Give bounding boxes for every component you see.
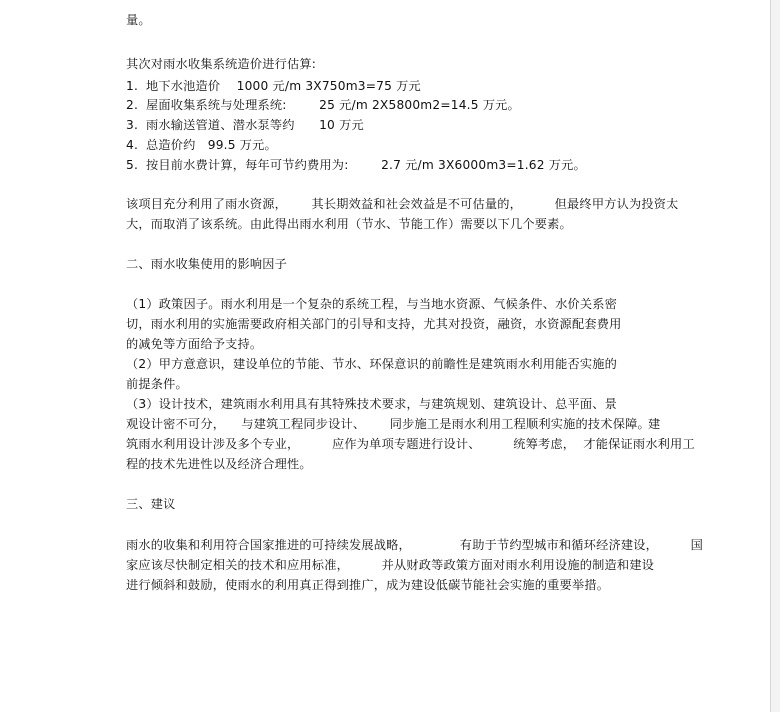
list-item-number: 4. bbox=[126, 138, 139, 152]
suggestion-line: 进行倾斜和鼓励，使雨水的利用真正得到推广，成为建设低碳节能社会实施的重要举措。 bbox=[126, 578, 610, 592]
viewer-gutter bbox=[771, 0, 780, 712]
list-item bbox=[126, 97, 520, 113]
list-item bbox=[126, 117, 364, 133]
list-item-text: 屋面收集系统与处理系统: 25 元/m 2X5800m2=14.5 万元。 bbox=[146, 98, 520, 112]
conclusion-line: 该项目充分利用了雨水资源， 其长期效益和社会效益是不可估量的， 但最终甲方认为投资太 bbox=[126, 197, 679, 211]
factor-line: 筑雨水利用设计涉及多个专业， 应作为单项专题进行设计、 统筹考虑， 才能保证雨水利用工 bbox=[126, 437, 695, 451]
section-heading: 三、建议 bbox=[126, 497, 176, 511]
factor-line: 程的技术先进性以及经济合理性。 bbox=[126, 457, 312, 471]
list-item-number: 1. bbox=[126, 79, 139, 93]
factor-line: （3）设计技术，建筑雨水利用具有其特殊技术要求，与建筑规划、建筑设计、总平面、景 bbox=[126, 397, 618, 411]
factor-line: 的减免等方面给予支持。 bbox=[126, 337, 263, 351]
factor-line: （2）甲方意意识，建设单位的节能、节水、环保意识的前瞻性是建筑雨水利用能否实施的 bbox=[126, 357, 618, 371]
list-item-number: 3. bbox=[126, 118, 139, 132]
factor-line: （1）政策因子。雨水利用是一个复杂的系统工程，与当地水资源、气候条件、水价关系密 bbox=[126, 297, 618, 311]
list-item-text: 地下水池造价 1000 元/m 3X750m3=75 万元 bbox=[146, 79, 421, 93]
list-item-text: 雨水输送管道、潜水泵等约 10 万元 bbox=[146, 118, 364, 132]
section-heading: 二、雨水收集使用的影响因子 bbox=[126, 257, 288, 271]
list-item-number: 5. bbox=[126, 158, 139, 172]
list-item bbox=[126, 137, 277, 153]
cost-intro-text: 其次对雨水收集系统造价进行估算: bbox=[126, 57, 317, 71]
conclusion-line: 大，而取消了该系统。由此得出雨水利用（节水、节能工作）需要以下几个要素。 bbox=[126, 217, 572, 231]
suggestion-line: 家应该尽快制定相关的技术和应用标准， 并从财政等政策方面对雨水利用设施的制造和建设 bbox=[126, 558, 655, 572]
list-item bbox=[126, 78, 421, 94]
suggestion-line: 雨水的收集和利用符合国家推进的可持续发展战略， 有助于节约型城市和循环经济建设， 国 bbox=[126, 538, 703, 552]
list-item-text: 按目前水费计算，每年可节约费用为: 2.7 元/m 3X6000m3=1.62 万元。 bbox=[146, 158, 586, 172]
factor-line: 切，雨水利用的实施需要政府相关部门的引导和支持，尤其对投资，融资，水资源配套费用 bbox=[126, 317, 622, 331]
list-item-number: 2. bbox=[126, 98, 139, 112]
list-item bbox=[126, 157, 586, 173]
factor-line: 观设计密不可分， 与建筑工程同步设计、 同步施工是雨水利用工程顺利实施的技术保障。 bbox=[126, 417, 650, 431]
top-fragment-text: 量。 bbox=[126, 13, 151, 27]
list-item-text: 总造价约 99.5 万元。 bbox=[146, 138, 277, 152]
factor-line-tail: 建 bbox=[648, 417, 661, 431]
factor-line: 前提条件。 bbox=[126, 377, 188, 391]
